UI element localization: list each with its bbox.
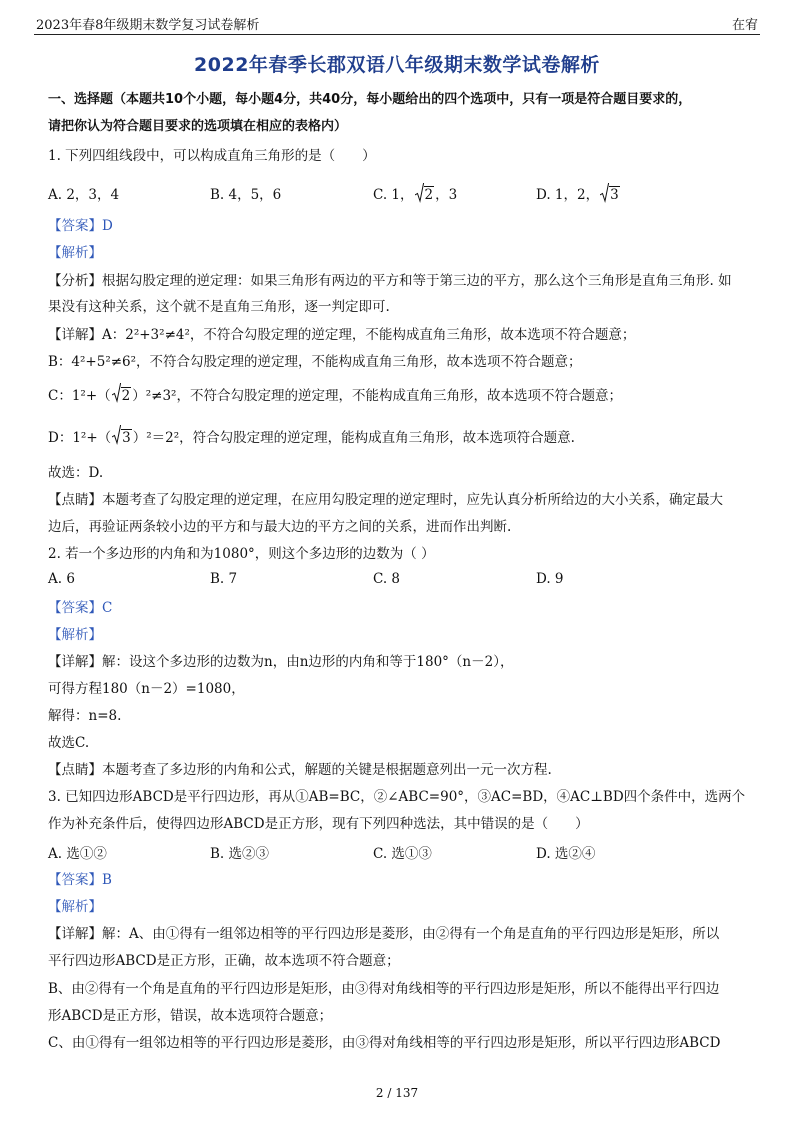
q1-stem: 1. 下列四组线段中，可以构成直角三角形的是（ ） [48,148,376,164]
q2-dianjing: 【点睛】本题考查了多边形的内角和公式，解题的关键是根据题意列出一元一次方程. [48,762,552,778]
q3-answer: 【答案】B [48,872,112,888]
q2-detail-1: 【详解】解：设这个多边形的边数为n，由n边形的内角和等于180°（n－2）， [48,654,514,670]
q3-stem-line2: 作为补充条件后，使得四边形ABCD是正方形，现有下列四种选法，其中错误的是（ ） [48,816,589,832]
q2-answer: 【答案】C [48,600,113,616]
q1-option-a: A. 2，3，4 [48,187,120,203]
q2-detail-2: 可得方程180（n－2）=1080， [48,681,245,697]
q3-detail-2: 平行四边形ABCD是正方形，正确，故本选项不符合题意； [48,953,400,969]
q3-detail-3: B、由②得有一个角是直角的平行四边形是矩形，由③得对角线相等的平行四边形是矩形，所以不能得出平行四边 [48,981,720,997]
sqrt-symbol: 2 [415,186,435,203]
q1-detail-c: C：1²+（ 2 ）²≠3²，不符合勾股定理的逆定理，不能构成直角三角形，故本选项不符合题意； [48,386,754,406]
q2-detail-3: 解得：n=8. [48,708,122,724]
q3-option-d: D. 选②④ [536,846,596,862]
page-title: 2022年春季长郡双语八年级期末数学试卷解析 [194,54,600,76]
q3-detail-4: 形ABCD是正方形，错误，故本选项符合题意； [48,1008,333,1024]
q3-analysis-label: 【解析】 [48,899,102,915]
q1-dianjing-line1: 【点睛】本题考查了勾股定理的逆定理，在应用勾股定理的逆定理时，应先认真分析所给边的大小关系，确定最大 [48,492,723,508]
page-header [34,12,760,35]
q1-detail-a: 【详解】A：2²+3²≠4²，不符合勾股定理的逆定理，不能构成直角三角形，故本选项不符合题意； [48,327,636,343]
q2-option-a: A. 6 [48,571,75,587]
q1-option-d: D. 1，2， 3 [536,183,621,203]
q1-option-c: C. 1， 2 ，3 [373,183,457,203]
q1-detail-d: D：1²+（ 3 ）²＝2²，符合勾股定理的逆定理，能构成直角三角形，故本选项符合题意. [48,428,754,448]
q2-option-b: B. 7 [210,571,238,587]
q1-analysis-label: 【解析】 [48,245,102,261]
q2-option-d: D. 9 [536,571,564,587]
q3-detail-5: C、由①得有一组邻边相等的平行四边形是菱形，由③得对角线相等的平行四边形是矩形，所以平行四边形ABCD [48,1035,721,1051]
q3-stem-line1: 3. 已知四边形ABCD是平行四边形，再从①AB=BC，②∠ABC=90°，③AC=BD，④AC⊥BD四个条件中，选两个 [48,789,746,805]
sqrt-symbol: 3 [600,186,620,203]
sqrt-symbol: 2 [112,386,132,406]
q1-choose: 故选：D. [48,465,104,481]
q3-option-b: B. 选②③ [210,846,270,862]
q1-option-b: B. 4，5，6 [210,187,282,203]
header-right: 在宥 [731,18,758,33]
q2-choose: 故选C. [48,735,90,751]
q3-detail-1: 【详解】解：A、由①得有一组邻边相等的平行四边形是菱形，由②得有一个角是直角的平行四边形是矩形，所以 [48,926,720,942]
header-left: 2023年春8年级期末数学复习试卷解析 [36,18,260,33]
q2-stem: 2. 若一个多边形的内角和为1080°，则这个多边形的边数为（ ） [48,546,435,562]
q2-analysis-label: 【解析】 [48,627,102,643]
sqrt-symbol: 3 [112,428,132,448]
section-heading-line1: 一、选择题（本题共10个小题，每小题4分，共40分，每小题给出的四个选项中，只有一项是符合题目要求的， [48,92,692,107]
page-number: 2 / 137 [375,1086,419,1100]
section-heading-line2: 请把你认为符合题目要求的选项填在相应的表格内） [48,119,348,134]
q3-option-c: C. 选①③ [373,846,432,862]
q1-answer: 【答案】D [48,218,113,234]
q2-option-c: C. 8 [373,571,401,587]
q1-fenxi-line2: 果没有这种关系，这个就不是直角三角形，逐一判定即可. [48,299,390,315]
q1-detail-b: B：4²+5²≠6²，不符合勾股定理的逆定理，不能构成直角三角形，故本选项不符合题意； [48,354,582,370]
q1-fenxi-line1: 【分析】根据勾股定理的逆定理：如果三角形有两边的平方和等于第三边的平方，那么这个三角形是直角三角形. 如 [48,273,732,289]
q3-option-a: A. 选①② [48,846,107,862]
q1-dianjing-line2: 边后，再验证两条较小边的平方和与最大边的平方之间的关系，进而作出判断. [48,519,512,535]
